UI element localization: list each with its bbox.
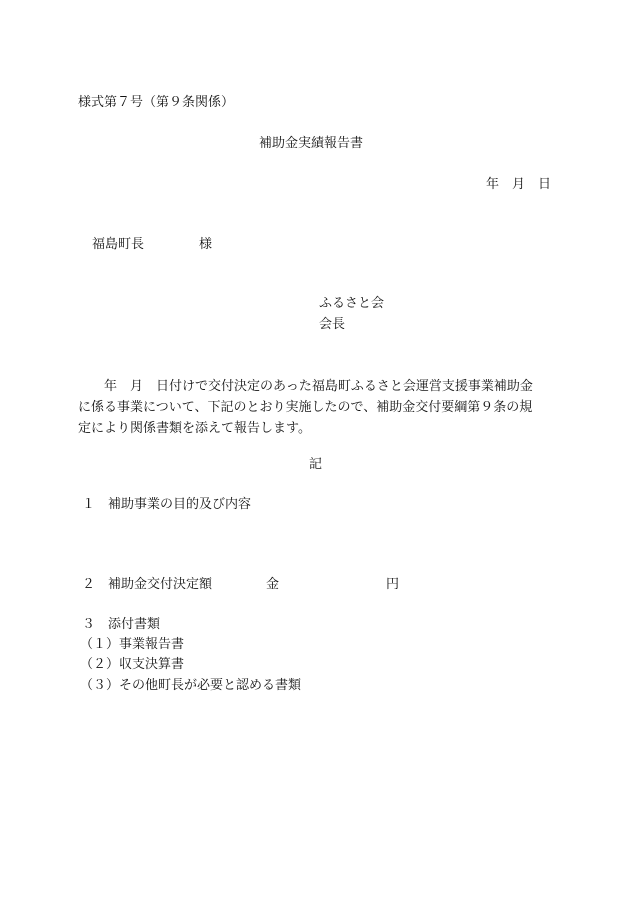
body-line-3: 定により関係書類を添えて報告します。 (78, 421, 311, 436)
item-2-grant-amount-label: ２ 補助金交付決定額 (82, 577, 213, 592)
attachment-2: （２）収支決算書 (80, 657, 185, 672)
attachment-3: （３）その他町長が必要と認める書類 (80, 678, 302, 693)
document-title: 補助金実績報告書 (259, 136, 364, 151)
body-paragraph (78, 376, 558, 439)
attachment-1: （１）事業報告書 (80, 637, 185, 652)
ki-heading: 記 (309, 457, 323, 472)
item-1-purpose: １ 補助事業の目的及び内容 (82, 497, 252, 512)
item-2-kin: 金 (266, 577, 280, 592)
sender-organization: ふるさと会 (319, 296, 385, 311)
date-line: 年 月 日 (486, 177, 552, 192)
sender-position: 会長 (319, 317, 346, 332)
body-line-1: 年 月 日付けで交付決定のあった福島町ふるさと会運営支援事業補助金 (78, 379, 533, 394)
body-line-2: に係る事業について、下記のとおり実施したので、補助金交付要綱第９条の規 (78, 400, 533, 415)
addressee-name: 福島町長 (92, 237, 145, 252)
item-3-attachments-label: ３ 添付書類 (82, 617, 161, 632)
addressee-honorific: 様 (199, 237, 213, 252)
item-2-yen: 円 (386, 577, 400, 592)
form-number: 様式第７号（第９条関係） (78, 95, 235, 110)
